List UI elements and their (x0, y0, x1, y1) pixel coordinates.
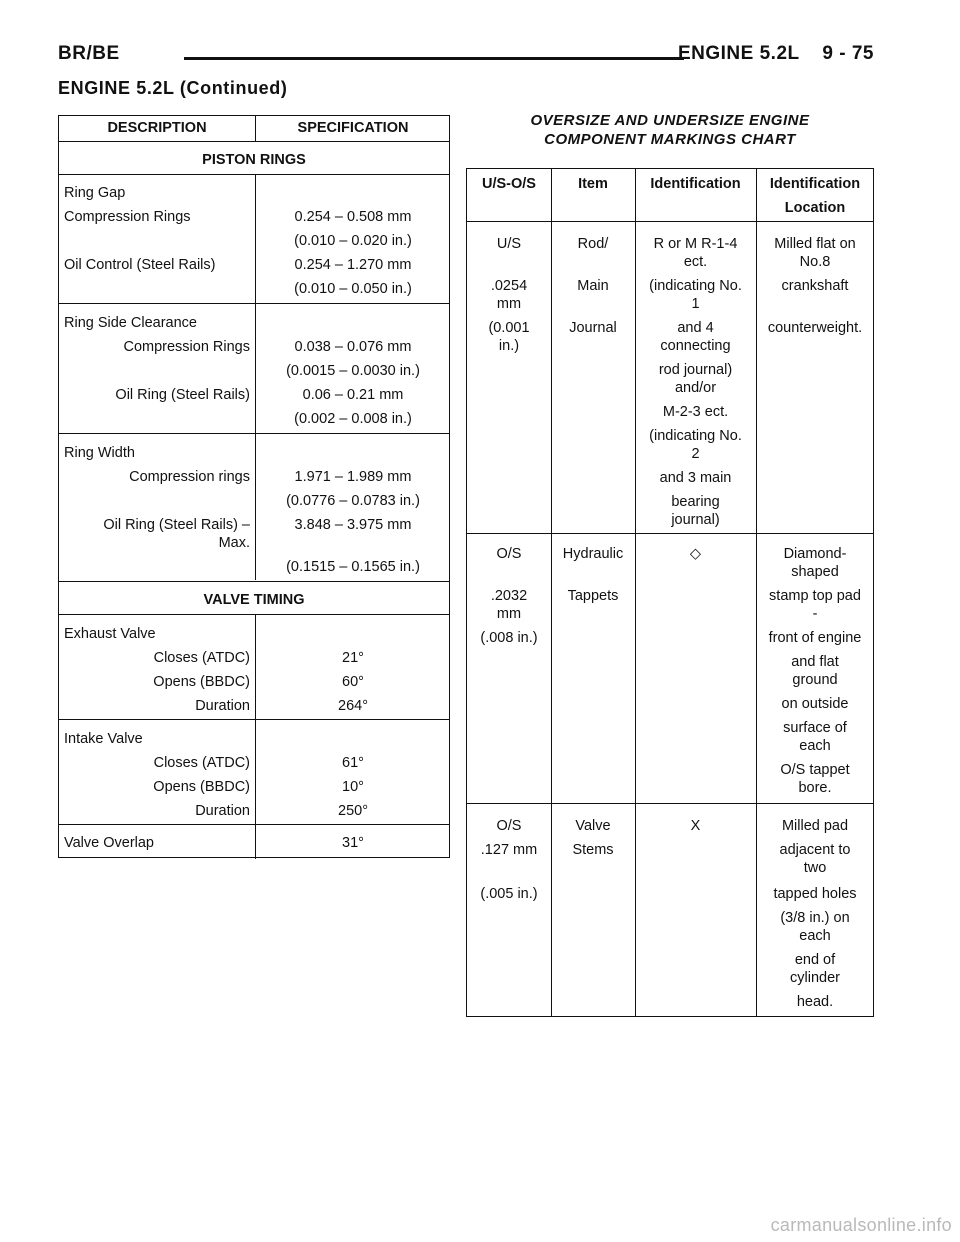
header-rule (184, 57, 684, 60)
location-cell: crankshaft (781, 278, 849, 294)
us-os-cell: mm (496, 296, 522, 312)
spec-value: 0.038 – 0.076 mm (294, 339, 412, 355)
spec-desc: Opens (BBDC) (153, 674, 250, 690)
us-os-cell: O/S (496, 546, 522, 562)
spec-value: 1.971 – 1.989 mm (294, 469, 412, 485)
item-cell: Journal (569, 320, 617, 336)
identification-cell: 1 (691, 296, 700, 312)
identification-cell: (indicating No. (649, 428, 742, 444)
col-header-identification: Identification (650, 176, 741, 192)
spec-value: 0.254 – 1.270 mm (294, 257, 412, 273)
identification-cell: and 4 (677, 320, 714, 336)
location-cell: head. (796, 994, 834, 1010)
spec-desc: Oil Ring (Steel Rails) – (103, 517, 250, 533)
chart-title-line2: COMPONENT MARKINGS CHART (544, 131, 796, 148)
spec-value: 250° (338, 803, 368, 819)
location-cell: (3/8 in.) on (780, 910, 850, 926)
col-header-us-os: U/S-O/S (482, 176, 536, 192)
us-os-cell: .0254 (490, 278, 528, 294)
watermark: carmanualsonline.info (770, 1215, 952, 1235)
spec-table (58, 115, 450, 858)
row-divider (59, 141, 449, 142)
diamond-mark-icon: ◇ (689, 546, 702, 562)
spec-desc: Opens (BBDC) (153, 779, 250, 795)
spec-desc: Compression Rings (64, 209, 191, 225)
spec-value: (0.010 – 0.050 in.) (294, 281, 412, 297)
spec-value: 31° (342, 835, 364, 851)
location-cell: O/S tappet (780, 762, 850, 778)
location-cell: cylinder (790, 970, 840, 986)
markings-table (466, 168, 874, 1017)
us-os-cell: (.005 in.) (480, 886, 538, 902)
spec-value: (0.002 – 0.008 in.) (294, 411, 412, 427)
spec-desc: Exhaust Valve (64, 626, 156, 642)
item-cell: Valve (575, 818, 611, 834)
location-cell: - (812, 606, 818, 622)
col-header-specification: SPECIFICATION (297, 120, 409, 136)
location-cell: on outside (781, 696, 849, 712)
spec-value: 264° (338, 698, 368, 714)
row-divider (59, 433, 449, 434)
row-divider (59, 581, 449, 582)
us-os-cell: in.) (498, 338, 520, 354)
location-cell: Milled flat on (774, 236, 856, 252)
spec-desc: Closes (ATDC) (153, 755, 250, 771)
location-cell: each (799, 738, 831, 754)
continued-title: ENGINE 5.2L (Continued) (58, 78, 288, 98)
us-os-cell: mm (496, 606, 522, 622)
location-cell: each (799, 928, 831, 944)
chart-title-line1: OVERSIZE AND UNDERSIZE ENGINE (530, 112, 810, 129)
row-divider (467, 803, 873, 804)
item-cell: Stems (572, 842, 614, 858)
spec-value: 61° (342, 755, 364, 771)
spec-desc: Ring Gap (64, 185, 126, 201)
spec-desc: Compression rings (129, 469, 250, 485)
identification-cell: M-2-3 ect. (662, 404, 729, 420)
piston-rings-heading: PISTON RINGS (202, 152, 306, 168)
item-cell: Main (577, 278, 609, 294)
spec-value: 0.06 – 0.21 mm (302, 387, 404, 403)
item-cell: Rod/ (577, 236, 609, 252)
location-cell: ground (792, 672, 838, 688)
identification-cell: journal) (671, 512, 720, 528)
item-cell: Hydraulic (562, 546, 624, 562)
identification-cell: R or M R-1-4 (653, 236, 738, 252)
section-page-label: ENGINE 5.2L 9 - 75 (677, 43, 874, 64)
identification-cell: connecting (660, 338, 731, 354)
identification-cell: ect. (683, 254, 708, 270)
spec-value: (0.0776 – 0.0783 in.) (286, 493, 420, 509)
location-cell: No.8 (799, 254, 831, 270)
us-os-cell: .2032 (490, 588, 528, 604)
location-cell: counterweight. (767, 320, 863, 336)
valve-timing-heading: VALVE TIMING (203, 592, 305, 608)
spec-value: 0.254 – 0.508 mm (294, 209, 412, 225)
model-label: BR/BE (58, 43, 120, 64)
location-cell: bore. (798, 780, 832, 796)
spec-desc: Oil Control (Steel Rails) (64, 257, 216, 273)
location-cell: Milled pad (781, 818, 849, 834)
location-cell: shaped (791, 564, 839, 580)
spec-desc: Duration (195, 698, 250, 714)
row-divider (467, 221, 873, 222)
location-cell: surface of (783, 720, 847, 736)
spec-value: (0.010 – 0.020 in.) (294, 233, 412, 249)
spec-value: (0.1515 – 0.1565 in.) (286, 559, 420, 575)
spec-desc: Compression Rings (123, 339, 250, 355)
us-os-cell: (0.001 (488, 320, 530, 336)
spec-desc: Ring Width (64, 445, 135, 461)
row-divider (59, 614, 449, 615)
page-header (58, 43, 874, 71)
identification-cell: (indicating No. (649, 278, 742, 294)
row-divider (467, 533, 873, 534)
location-cell: end of (794, 952, 836, 968)
spec-value: 21° (342, 650, 364, 666)
spec-desc: Duration (195, 803, 250, 819)
spec-value: 10° (342, 779, 364, 795)
col-header-description: DESCRIPTION (107, 120, 207, 136)
row-divider (59, 303, 449, 304)
location-cell: adjacent to (779, 842, 851, 858)
spec-desc: Intake Valve (64, 731, 143, 747)
row-divider (59, 824, 449, 825)
row-divider (59, 719, 449, 720)
location-cell: front of engine (768, 630, 862, 646)
spec-desc: Oil Ring (Steel Rails) (115, 387, 250, 403)
col-header-item: Item (578, 176, 608, 192)
col-header-location: Location (784, 200, 846, 216)
location-cell: tapped holes (773, 886, 857, 902)
us-os-cell: .127 mm (480, 842, 538, 858)
location-cell: Diamond- (783, 546, 847, 562)
location-cell: two (803, 860, 827, 876)
spec-desc: Valve Overlap (64, 835, 154, 851)
identification-cell: bearing (671, 494, 720, 510)
identification-cell: 2 (691, 446, 700, 462)
location-cell: stamp top pad (769, 588, 861, 604)
chart-title (466, 111, 874, 149)
location-cell: and flat (791, 654, 839, 670)
spec-desc: Ring Side Clearance (64, 315, 197, 331)
row-divider (59, 174, 449, 175)
us-os-cell: (.008 in.) (480, 630, 538, 646)
spec-value: (0.0015 – 0.0030 in.) (286, 363, 420, 379)
col-header-identification-location: Identification (769, 176, 861, 192)
identification-cell: and 3 main (659, 470, 732, 486)
us-os-cell: U/S (496, 236, 522, 252)
spec-desc: Closes (ATDC) (153, 650, 250, 666)
spec-value: 60° (342, 674, 364, 690)
x-mark: X (690, 818, 701, 834)
us-os-cell: O/S (496, 818, 522, 834)
identification-cell: and/or (674, 380, 717, 396)
identification-cell: rod journal) (658, 362, 733, 378)
item-cell: Tappets (567, 588, 619, 604)
spec-desc: Max. (218, 535, 250, 551)
spec-value: 3.848 – 3.975 mm (294, 517, 412, 533)
